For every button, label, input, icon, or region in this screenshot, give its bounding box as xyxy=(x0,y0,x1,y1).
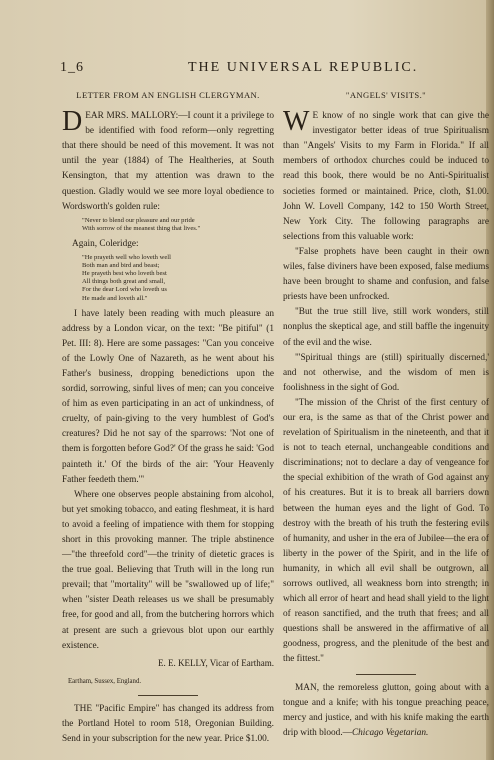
poem-line: "He prayeth well who loveth well xyxy=(82,254,171,262)
poem-line: He prayeth best who loveth best xyxy=(82,270,167,278)
poem-line: All things both great and small, xyxy=(82,278,166,286)
drop-cap-d: D xyxy=(62,106,83,138)
poem-line: Both man and bird and beast; xyxy=(82,262,160,270)
man-quote-lead: MAN, xyxy=(295,682,320,693)
page-number: 1_6 xyxy=(60,60,84,75)
angels-visits-heading: "ANGELS' VISITS." xyxy=(345,90,427,100)
letter-paragraph-2: I have lately been reading with much pleasure an address by a London vicar, on the text: "Be pitiful" (1 Pet. III: 8). Here are some passages: "Can you conceive of the Lowly One of Nazareth, as he went about his Father's business, dropping benedictions upon the sordid, sorrowing, sinful lives of men; can you conceive of him as even participating in an act of unkindness, of cruelty, of pain-giving to the very humblest of God's creatures? Did he not say of the sparrows: 'Not one of them is forgotten before God?' Of the grass he said: 'God painteth it.' Of the birds of the air: 'Your Heavenly Father feedeth them.'" xyxy=(62,308,274,485)
again-coleridge: Again, Coleridge: xyxy=(72,238,139,249)
review-paragraph-3: "But the true still live, still work wonders, still nonplus the skeptical age, and still baffle the ingenuity of the evil and the wise. xyxy=(283,307,489,348)
review-paragraph-1-text: E know of no single work that can give the investigator better ideas of true Spiritualism than "Angels' Visits to my Farm in Florida." If all members of orthodox churches could be induced to read this book, there would be no Anti-Spiritualist societies formed or maintained. Price, cloth, $1.00. John W. Lovell Company, 142 to 150 Worth Street, New York City. The following paragraphs are selections from this valuable work: xyxy=(283,111,489,242)
pacific-empire-notice: THE "Pacific Empire" has changed its address from the Portland Hotel to room 518, Oregonian Building. Send in your subscription for the new year. Price $1.00. xyxy=(62,703,274,745)
signature-place: Eartham, Sussex, England. xyxy=(68,677,142,685)
letter-paragraph-1 xyxy=(62,106,274,215)
journal-title: THE UNIVERSAL REPUBLIC. xyxy=(188,60,419,75)
poem-line: He made and loveth all." xyxy=(82,294,148,302)
letter-heading: LETTER FROM AN ENGLISH CLERGYMAN. xyxy=(76,90,260,100)
wordsworth-quote xyxy=(82,217,274,233)
right-column xyxy=(283,88,489,741)
letter-paragraph-3: Where one observes people abstaining from alcohol, but yet smoking tobacco, and eating fleshmeat, it is hard to avoid a feeling of impatience with them for stopping short in this provoking manner. The triple abstinence—"the threefold cord"—the trinity of dietetic graces is the true goal. Believing that Truth will in the long run prevail; that "mortality" will be "swallowed up of life;" when "sister Death releases us we shall be presumably free, for good and all, from the butchering horrors which at present are such a grievous blot upon our earthly existence. xyxy=(62,489,274,651)
divider xyxy=(138,695,198,696)
divider xyxy=(356,674,416,675)
signature: E. E. KELLY, Vicar of Eartham. xyxy=(158,657,274,668)
poem-line: With sorrow of the meanest thing that lives." xyxy=(82,224,201,232)
man-quote-text: the remoreless glutton, going about with a tongue and a knife; with his tongue preaching peace, mercy and justice, and with his knife making the earth drip with blood.— xyxy=(283,682,489,738)
review-paragraph-4: "'Spiritual things are (still) spiritually discerned,' and not otherwise, and the wisdom of men is foolishness in the sight of God. xyxy=(283,352,489,393)
man-quote-source: Chicago Vegetarian. xyxy=(351,727,429,738)
man-quote xyxy=(283,681,489,741)
coleridge-quote xyxy=(82,254,274,303)
poem-line: "Never to blend our pleasure and our pride xyxy=(82,216,195,224)
poem-line: For the dear Lord who loveth us xyxy=(82,286,167,294)
left-column xyxy=(62,88,274,747)
review-paragraph-2: "False prophets have been caught in their own wiles, false diviners have been exposed, false mediums have been brought to shame and confusion, and false priests have been unfrocked. xyxy=(283,246,489,303)
review-paragraph-1 xyxy=(283,106,489,245)
review-paragraph-5: "The mission of the Christ of the first century of our era, is the same as that of the Christ power and revelation of Spiritualism in the nineteenth, and that it is not to teach eternal, unchangeable conditions and discriminations; not to declare a day of vengeance for the special exhibition of the wrath of God against any of his creatures. But it is to break all barriers down between the human eyes and the light of God. To destroy with the breath of his truth the festering evils of humanity, and usher in the era of Jubilee—the era of liberty in the power of the Spirit, and in the life of humanity, in which all evil shall be outgrown, all sorrows outlived, all weakness born into strength; in which all error of heart and head shall yield to the light of reason sanctified, and the truth that frees; and all questions shall be answered in the affirmative of all goodness, progress, and the plenitude of the best and the fittest." xyxy=(283,397,489,665)
drop-cap-w: W xyxy=(283,106,310,138)
letter-paragraph-1-text: EAR MRS. MALLORY:—I count it a privilege to be identified with food reform—only regretting that there should be need of this movement. It was not until the year (1884) of The Healtheries, at South Kensington, that my attention was drawn to the question. Gladly would we see more loyal obedience to Wordsworth's golden rule: xyxy=(62,111,274,212)
